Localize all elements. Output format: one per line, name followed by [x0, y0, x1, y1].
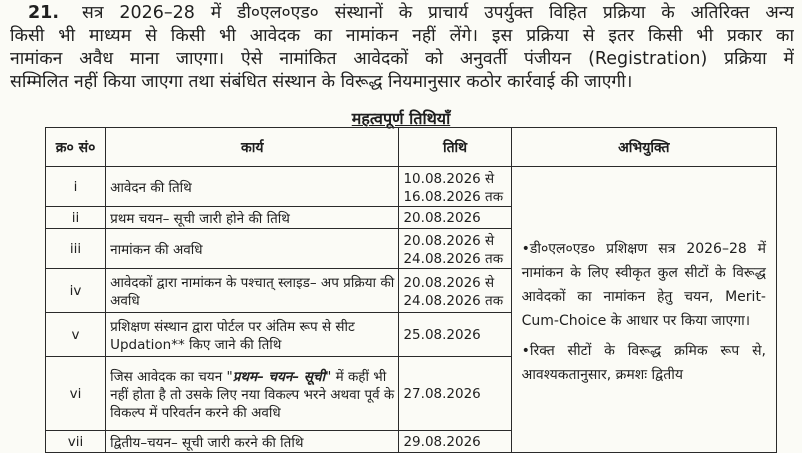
row-date: 29.08.2026 [399, 431, 511, 453]
remark-text: •रिक्त सीटों के विरूद्ध क्रमिक रूप से, आवश्यकतानुसार, क्रमशः द्वितीय [521, 343, 766, 383]
paragraph-21 [10, 2, 794, 94]
table-title: महत्वपूर्ण तिथियाँ [351, 109, 451, 128]
paragraph-line: सत्र 2026–28 में डी०एल०एड० संस्थानों के प्राचार्य उपर्युक्त विहित प्रक्रिया के अतिरिक्त अन्य [82, 3, 794, 23]
row-date: 20.08.2026 से 24.08.2026 तक [399, 229, 511, 269]
task-text: जिस आवेदक का चयन " [110, 368, 233, 385]
table-header-row [46, 128, 777, 167]
row-task: प्रशिक्षण संस्थान द्वारा पोर्टल पर अंतिम रूप से सीट Updation** किए जाने की तिथि [106, 313, 399, 357]
row-task: द्वितीय–चयन– सूची जारी करने की तिथि [106, 431, 399, 453]
paragraph-line: किसी भी माध्यम से किसी भी आवेदक का नामांकन नहीं लेंगे। इस प्रक्रिया से इतर किसी भी प्रकार का [10, 26, 794, 46]
paragraph-number: 21. [28, 3, 60, 23]
paragraph-line: नामांकन अवैध माना जाएगा। ऐसे नामांकित आवेदकों को अनुवर्ती पंजीयन (Registration) प्रक्रिया में [10, 49, 794, 69]
header-task: कार्य [106, 128, 399, 167]
row-serial: ii [46, 207, 106, 229]
header-date: तिथि [399, 128, 511, 167]
remark-cell [511, 167, 776, 453]
table-row [46, 167, 777, 207]
row-date: 10.08.2026 से 16.08.2026 तक [399, 167, 511, 207]
row-date: 27.08.2026 [399, 357, 511, 431]
row-task: आवेदन की तिथि [106, 167, 399, 207]
row-task [106, 357, 399, 431]
remark-text: •डी०एल०एड० प्रशिक्षण सत्र 2026–28 में नामांकन के लिए स्वीकृत कुल सीटों के विरूद्ध आवेदकों का नामांकन हेतु चयन, Merit-Cum-Choice के आधार पर किया जाएगा। [521, 241, 766, 329]
row-date: 20.08.2026 [399, 207, 511, 229]
row-task: प्रथम चयन– सूची जारी होने की तिथि [106, 207, 399, 229]
task-text: " में कहीं भी नहीं होता है तो उसके लिए नया विकल्प भरने अथवा पूर्व के विकल्प में परिवर्तन करने की अवधि [110, 368, 395, 421]
row-serial: iv [46, 269, 106, 313]
row-date: 25.08.2026 [399, 313, 511, 357]
row-serial: i [46, 167, 106, 207]
row-task: आवेदकों द्वारा नामांकन के पश्चात् स्लाइड– अप प्रक्रिया की अवधि [106, 269, 399, 313]
task-emphasis: प्रथम– चयन– सूची [232, 368, 326, 385]
paragraph-line: सम्मिलित नहीं किया जाएगा तथा संबंधित संस्थान के विरूद्ध नियमानुसार कठोर कार्रवाई की जाएगी। [10, 72, 633, 92]
row-serial: vi [46, 357, 106, 431]
row-serial: vii [46, 431, 106, 453]
row-task: नामांकन की अवधि [106, 229, 399, 269]
header-serial: क्र० सं० [46, 128, 106, 167]
header-remark: अभियुक्ति [511, 128, 776, 167]
important-dates-table [45, 127, 777, 453]
row-serial: v [46, 313, 106, 357]
row-serial: iii [46, 229, 106, 269]
row-date: 20.08.2026 से 24.08.2026 तक [399, 269, 511, 313]
